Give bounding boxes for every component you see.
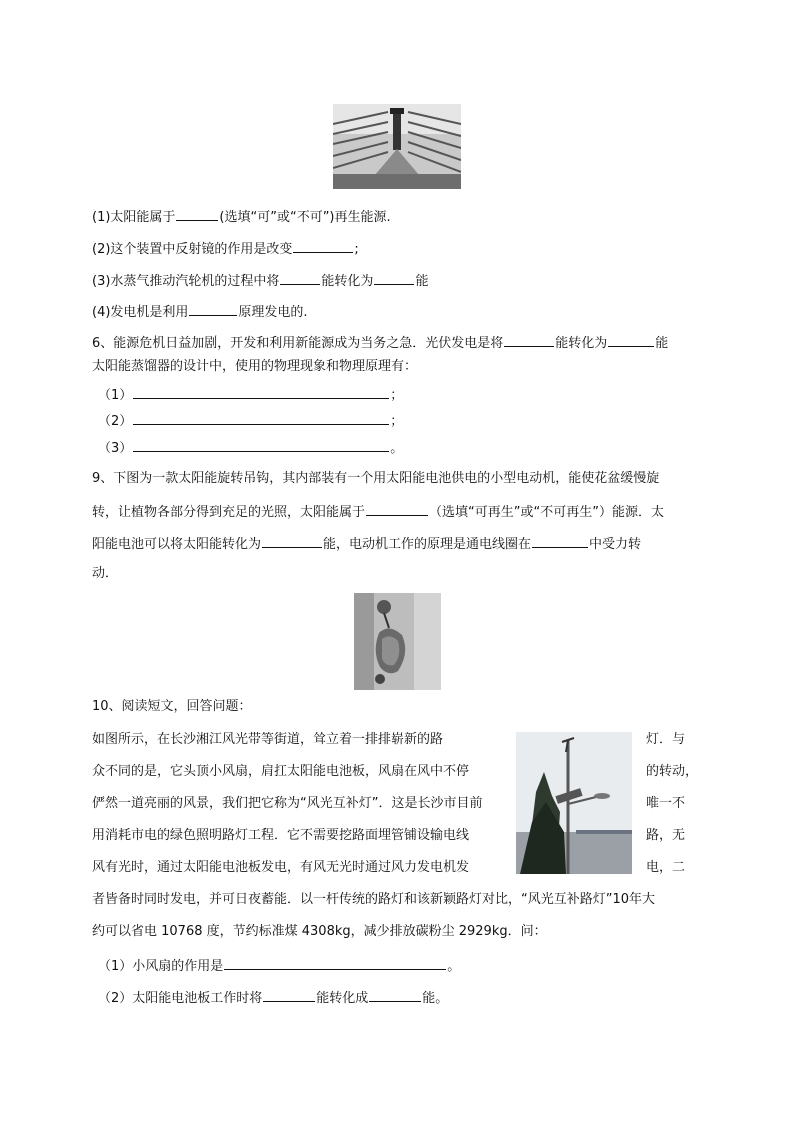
q6-line1 bbox=[92, 334, 668, 350]
blank bbox=[504, 334, 554, 347]
q5-part1-text-end: (选填“可”或“不可”)再生能源. bbox=[219, 210, 391, 225]
q10-text-line: 者皆备时同时发电，并可日夜蓄能．以一杆传统的路灯和该新颖路灯对比，“风光互补路灯”10年大 bbox=[92, 892, 656, 907]
q9-text: 转，让植物各部分得到充足的光照，太阳能属于 bbox=[92, 505, 366, 520]
q10-text-line: 用消耗市电的绿色照明路灯工程．它不需要挖路面埋管铺设输电线 bbox=[92, 828, 470, 843]
q9-line1: 9、下图为一款太阳能旋转吊钩，其内部装有一个用太阳能电池供电的小型电动机，能使花盆缓慢旋 bbox=[92, 471, 660, 486]
blank bbox=[293, 240, 353, 253]
q10-text-line-right: 的转动， bbox=[646, 764, 699, 779]
blank bbox=[608, 334, 654, 347]
q5-part4-text: (4)发电机是利用 bbox=[92, 305, 189, 320]
q10-title: 10、阅读短文，回答问题： bbox=[92, 699, 252, 714]
q5-part2-text-end: ; bbox=[354, 242, 359, 257]
blank bbox=[133, 386, 389, 399]
q5-part3 bbox=[92, 272, 428, 288]
q6-text-mid: 能转化为 bbox=[555, 336, 608, 351]
q10-sub2 bbox=[98, 989, 448, 1005]
q10-text-line: 风有光时，通过太阳能电池板发电，有风无光时通过风力发电机发 bbox=[92, 860, 470, 875]
q6-item3 bbox=[98, 439, 403, 455]
q5-part3-text: (3)水蒸气推动汽轮机的过程中将 bbox=[92, 274, 280, 289]
blank bbox=[280, 272, 320, 285]
blank bbox=[374, 272, 414, 285]
q9-line3 bbox=[92, 535, 641, 551]
blank bbox=[366, 503, 428, 516]
q5-part3-text-mid: 能转化为 bbox=[321, 274, 374, 289]
q6-item1-end: ； bbox=[390, 388, 404, 403]
blank bbox=[262, 535, 322, 548]
q6-text: 6、能源危机日益加剧，开发和利用新能源成为当务之急．光伏发电是将 bbox=[92, 336, 504, 351]
q10-sub2-text: （2）太阳能电池板工作时将 bbox=[98, 991, 263, 1006]
q10-text-line-right: 路，无 bbox=[646, 828, 686, 843]
q5-part1-text: (1)太阳能属于 bbox=[92, 210, 176, 225]
q5-part4 bbox=[92, 303, 308, 319]
q9-text: 阳能电池可以将太阳能转化为 bbox=[92, 537, 262, 552]
blank bbox=[133, 439, 389, 452]
blank bbox=[369, 989, 421, 1002]
blank bbox=[532, 535, 588, 548]
blank bbox=[189, 303, 237, 316]
hanging-planter-photo bbox=[354, 593, 441, 690]
blank bbox=[176, 208, 218, 221]
q6-item1 bbox=[98, 386, 403, 402]
q6-item2 bbox=[98, 412, 403, 428]
q6-line2: 太阳能蒸馏器的设计中，使用的物理现象和物理原理有： bbox=[92, 359, 418, 374]
q9-text-mid: 能，电动机工作的原理是通电线圈在 bbox=[323, 537, 532, 552]
q10-text-line: 俨然一道亮丽的风景，我们把它称为“风光互补灯”．这是长沙市目前 bbox=[92, 796, 483, 811]
q5-part3-text-end: 能 bbox=[415, 274, 429, 289]
q6-item3-label: （3） bbox=[98, 441, 133, 456]
q10-sub1-end: 。 bbox=[447, 959, 461, 974]
q10-sub1-text: （1）小风扇的作用是 bbox=[98, 959, 224, 974]
q10-text-line: 如图所示，在长沙湘江风光带等街道，耸立着一排排崭新的路 bbox=[92, 732, 444, 747]
q6-text-end: 能 bbox=[655, 336, 669, 351]
q6-item3-end: 。 bbox=[390, 441, 404, 456]
q10-sub2-text-end: 能。 bbox=[422, 991, 449, 1006]
q10-text-line-right: 电，二 bbox=[646, 860, 686, 875]
q6-item1-label: （1） bbox=[98, 388, 133, 403]
q10-text-line-right: 灯．与 bbox=[646, 732, 686, 747]
blank bbox=[224, 957, 446, 970]
q6-item2-label: （2） bbox=[98, 414, 133, 429]
q9-line2 bbox=[92, 503, 664, 519]
blank bbox=[133, 412, 389, 425]
q10-text-line: 众不同的是，它头顶小风扇，肩扛太阳能电池板，风扇在风中不停 bbox=[92, 764, 470, 779]
q9-text-end: 中受力转 bbox=[589, 537, 642, 552]
q5-part2 bbox=[92, 240, 359, 256]
q10-text-line-right: 唯一不 bbox=[646, 796, 686, 811]
q5-part2-text: (2)这个装置中反射镜的作用是改变 bbox=[92, 242, 293, 257]
q6-item2-end: ； bbox=[390, 414, 404, 429]
q9-line4: 动． bbox=[92, 566, 119, 581]
solar-tower-photo bbox=[333, 104, 461, 189]
q10-text-line: 约可以省电 10768 度，节约标准煤 4308kg，减少排放碳粉尘 2929kg．问： bbox=[92, 924, 547, 939]
q5-part4-text-end: 原理发电的. bbox=[238, 305, 308, 320]
street-lamp-photo bbox=[516, 732, 632, 874]
q5-part1 bbox=[92, 208, 391, 224]
q10-sub1 bbox=[98, 957, 460, 973]
blank bbox=[263, 989, 315, 1002]
q9-text-end: （选填“可再生”或“不可再生”）能源．太 bbox=[429, 505, 664, 520]
q10-sub2-text-mid: 能转化成 bbox=[316, 991, 369, 1006]
